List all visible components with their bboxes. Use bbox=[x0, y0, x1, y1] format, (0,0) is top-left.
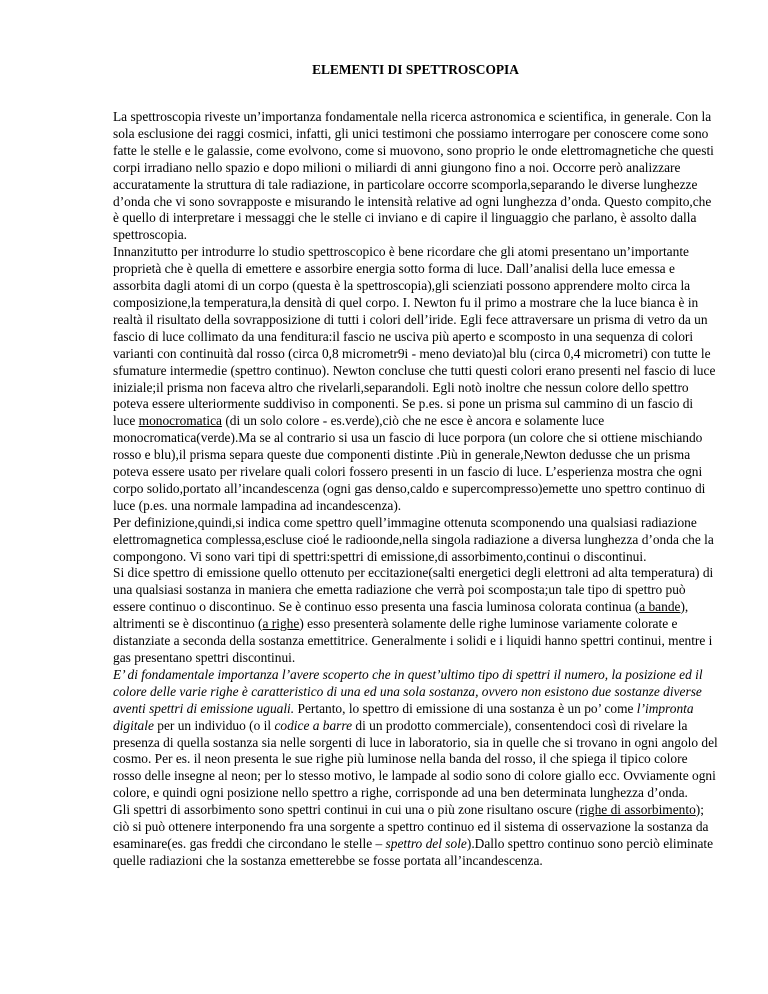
italic-key-finding: E’ di fondamentale importanza l’avere scoperto che in quest’ultimo tipo di spettri il numero, la posizione ed il colore delle varie righe è caratteristico di una ed una sola sostanza, ovvero non esistono due sostanze diverse aventi spettri di emissione uguali. bbox=[113, 666, 703, 716]
paragraph-absorption bbox=[113, 802, 718, 870]
underlined-a-righe: a righe bbox=[262, 616, 300, 632]
italic-impronta-digitale: l’impronta digitale bbox=[113, 700, 694, 733]
underlined-righe-di-assorbimento: righe di assorbimento bbox=[579, 802, 696, 818]
paragraph-fingerprint-text-b: per un individuo (o il bbox=[157, 717, 272, 733]
document-title: ELEMENTI DI SPETTROSCOPIA bbox=[312, 62, 519, 77]
paragraph-fingerprint-text-c: di un prodotto commerciale), consentendoci così di rivelare la presenza di quella sostanza sia nelle sorgenti di luce in laboratorio, sia in quelle che si trovano in ogni angolo del cosmo. Per es. il neon presenta le sue righe più luminose nella banda del rosso, il che spiega il tipico colore rosso delle insegne al neon; per lo stesso motivo, le lampade al sodio sono di colore giallo ecc. Ovviamente ogni colore, e quindi ogni posizione nello spettro a righe, corrisponde ad una ben determinata lunghezza d’onda. bbox=[113, 717, 718, 801]
paragraph-newton-text-b: (di un solo colore - es.verde),ciò che ne esce è ancora e solamente luce monocromatica(verde).Ma se al contrario si usa un fascio di luce porpora (un colore che si ottiene mischiando rosso e blu),il prisma separa queste due componenti distinte .Più in generale,Newton dedusse che un prisma poteva essere usato per rivelare quali colori fossero presenti in un fascio di luce. L’esperienza mostra che ogni corpo solido,portato all’incandescenza (ogni gas denso,caldo e supercompresso)emette uno spettro continuo di luce (p.es. una normale lampadina ad incandescenza). bbox=[113, 413, 706, 513]
underlined-monocromatica: monocromatica bbox=[138, 413, 222, 429]
paragraph-definition-text: Per definizione,quindi,si indica come spettro quell’immagine ottenuta scomponendo una qualsiasi radiazione elettromagnetica complessa,escluse cioé le radioonde,nella singola radiazione a diversa lunghezza d’onda che la compongono. Vi sono vari tipi di spettri:spettri di emissione,di assorbimento,continui o discontinui. bbox=[113, 514, 714, 564]
italic-codice-a-barre: codice a barre bbox=[274, 717, 353, 733]
paragraph-fingerprint-text-a: Pertanto, lo spettro di emissione di una sostanza è un po’ come bbox=[297, 700, 634, 716]
paragraph-intro bbox=[113, 109, 718, 244]
paragraph-absorption-text-b: ); ciò si può ottenere interponendo fra una sorgente a spettro continuo ed il sistema di osservazione la sostanza da esaminare(es. gas freddi che circondano le stelle – bbox=[113, 802, 709, 851]
paragraph-emission-text-c: ) esso presenterà solamente delle righe luminose variamente colorate e distanziate a seconda della sostanza emettitrice. Generalmente i solidi e i liquidi hanno spettri continui, mentre i gas presentano spettri discontinui. bbox=[113, 616, 713, 665]
paragraph-emission bbox=[113, 565, 718, 666]
paragraph-fingerprint bbox=[113, 667, 718, 802]
paragraph-definition bbox=[113, 515, 718, 566]
italic-spettro-del-sole: spettro del sole bbox=[385, 835, 467, 851]
paragraph-newton bbox=[113, 244, 718, 515]
underlined-a-bande: a bande bbox=[639, 599, 681, 615]
paragraph-emission-text-a: Si dice spettro di emissione quello ottenuto per eccitazione(salti energetici degli elettroni ad alta temperatura) di una qualsiasi sostanza in maniera che emetta radiazione che verrà poi scomposta;un tale tipo di spettro può essere continuo o discontinuo. Se è continuo esso presenta una fascia luminosa colorata continua ( bbox=[113, 565, 714, 615]
paragraph-absorption-text-c: ).Dallo spettro continuo sono perciò eliminate quelle radiazioni che la sostanza emetterebbe se fosse portata all’incandescenza. bbox=[113, 835, 714, 868]
paragraph-absorption-text-a: Gli spettri di assorbimento sono spettri continui in cui una o più zone risultano oscure ( bbox=[113, 802, 580, 818]
paragraph-newton-text-a: Innanzitutto per introdurre lo studio spettroscopico è bene ricordare che gli atomi presentano un’importante proprietà che è quella di emettere e assorbire energia sotto forma di luce. Dall’analisi della luce emessa e assorbita dagli atomi di un corpo (questa è la spettroscopia),gli scienziati possono apprendere molto circa la composizione,la temperatura,la densità di quel corpo. I. Newton fu il primo a mostrare che la luce bianca è in realtà il risultato della sovrapposizione di tutti i colori dell’iride. Egli fece attraversare un prisma di vetro da un fascio di luce collimato da una fenditura:il fascio ne usciva più aperto e scomposto in una sequenza di colori varianti con continuità dal rosso (circa 0,8 micrometr9i - meno deviato)al blu (circa 0,4 micrometri) con tutte le sfumature intermedie (spettro continuo). Newton concluse che tutti questi colori erano presenti nel fascio di luce iniziale;il prisma non faceva altro che rivelarli,separandoli. Egli notò inoltre che nessun colore dello spettro poteva essere ulteriormente suddiviso in componenti. Se p.es. si pone un prisma sul cammino di un fascio di luce bbox=[113, 244, 716, 429]
paragraph-intro-text: La spettroscopia riveste un’importanza fondamentale nella ricerca astronomica e scientifica, in generale. Con la sola esclusione dei raggi cosmici, infatti, gli unici testimoni che possiamo interrogare per conoscere come sono fatte le stelle e le galassie, come evolvono, come si muovono, sono proprio le onde elettromagnetiche che questi corpi irradiano nello spazio e dopo milioni o miliardi di anni giungono fino a noi. Occorre però analizzare accuratamente la struttura di tale radiazione, in particolare occorre scomporla,separando le diverse lunghezze d’onda che vi sono sovrapposte e misurando le intensità relative ad ogni lunghezza d’onda. Questo compito,che è quello di interpretare i messaggi che le stelle ci inviano e di capire il linguaggio che parlano, è assolto dalla spettroscopia. bbox=[113, 109, 714, 243]
paragraph-emission-text-b: ), altrimenti se è discontinuo ( bbox=[113, 599, 689, 632]
